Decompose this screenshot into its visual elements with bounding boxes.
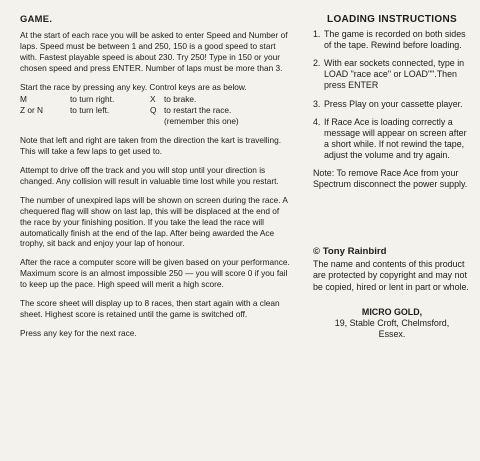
step-number: 4. — [313, 116, 321, 127]
copyright-block — [313, 246, 471, 292]
step-number: 1. — [313, 29, 321, 40]
score-paragraph: After the race a computer score will be given based on your performance. Maximum score is an almost impossible 250 — you will score 0 if you fail to keep up the pace. High speed will merit a high score. — [20, 257, 290, 290]
publisher-address-line: 19, Stable Croft, Chelmsford, — [334, 317, 450, 328]
game-heading: GAME. — [20, 13, 53, 24]
copyright-title: © Tony Rainbird — [313, 246, 387, 258]
direction-note: Note that left and right are taken from the direction the kart is travelling. This will take a few laps to get used to. — [20, 135, 282, 157]
key-action: to brake. — [164, 94, 197, 105]
score-sheet-paragraph: The score sheet will display up to 8 races, then start again with a clean sheet. Highest score is retained until the game is switched off. — [20, 298, 280, 319]
key-action: to turn left. — [70, 105, 110, 116]
list-item — [313, 117, 471, 161]
step-text: If Race Ace is loading correctly a message will appear on screen after a short while. If not rewind the tape, adjust the volume and try again. — [324, 116, 467, 160]
key-action: to restart the race. — [164, 105, 232, 116]
intro-paragraph: At the start of each race you will be asked to enter Speed and Number of laps. Speed must be between 1 and 250, 150 is a good speed to start with. Fastest playable speed is about 230. Try 250! Type in 150 or your chosen speed and press ENTER. Number of laps must be more than 3. — [20, 29, 288, 73]
publisher-address-line: Essex. — [378, 328, 406, 339]
off-track-paragraph: Attempt to drive off the track and you will stop until your direction is changed. Any collision will result in valuable time lost while you restart. — [20, 164, 279, 186]
publisher-name: MICRO GOLD, — [361, 306, 423, 317]
step-number: 2. — [313, 58, 321, 69]
loading-heading: LOADING INSTRUCTIONS — [327, 14, 457, 25]
step-text: With ear sockets connected, type in LOAD "race ace" or LOAD"".Then press ENTER — [324, 58, 465, 91]
key-action: to turn right. — [70, 94, 115, 105]
loading-steps — [313, 29, 471, 161]
step-number: 3. — [313, 98, 321, 109]
keys-note: (remember this one) — [164, 116, 239, 127]
key-row — [20, 105, 292, 116]
key-label: Z or N — [20, 105, 44, 116]
start-paragraph: Start the race by pressing any key. Control keys are as below. — [20, 81, 247, 92]
step-text: Press Play on your cassette player. — [324, 98, 463, 109]
key-label: X — [150, 94, 156, 105]
laps-paragraph: The number of unexpired laps will be shown on screen during the race. A chequered flag will show on last lap, this will be displaced at the end of the race by your finishing position. If you take the lead the race will automatically finish at the end of the lap. After being awarded the Ace trophy, sit back and enjoy your lap of honour. — [20, 194, 288, 249]
key-label: Q — [150, 105, 157, 116]
key-row — [20, 94, 292, 105]
list-item — [313, 99, 471, 110]
step-text: The game is recorded on both sides of the tape. Rewind before loading. — [324, 29, 466, 51]
key-label: M — [20, 94, 27, 105]
next-race-paragraph: Press any key for the next race. — [20, 327, 137, 338]
list-item — [313, 58, 471, 91]
copyright-text: The name and contents of this product are protected by copyright and may not be copied, hired or lent in part or whole. — [313, 259, 469, 292]
game-instructions-column — [20, 14, 292, 347]
list-item — [313, 29, 471, 51]
loading-instructions-column — [313, 14, 471, 340]
remove-note: Note: To remove Race Ace from your Spectrum disconnect the power supply. — [313, 168, 468, 190]
publisher-block — [313, 307, 471, 340]
control-keys — [20, 94, 292, 127]
